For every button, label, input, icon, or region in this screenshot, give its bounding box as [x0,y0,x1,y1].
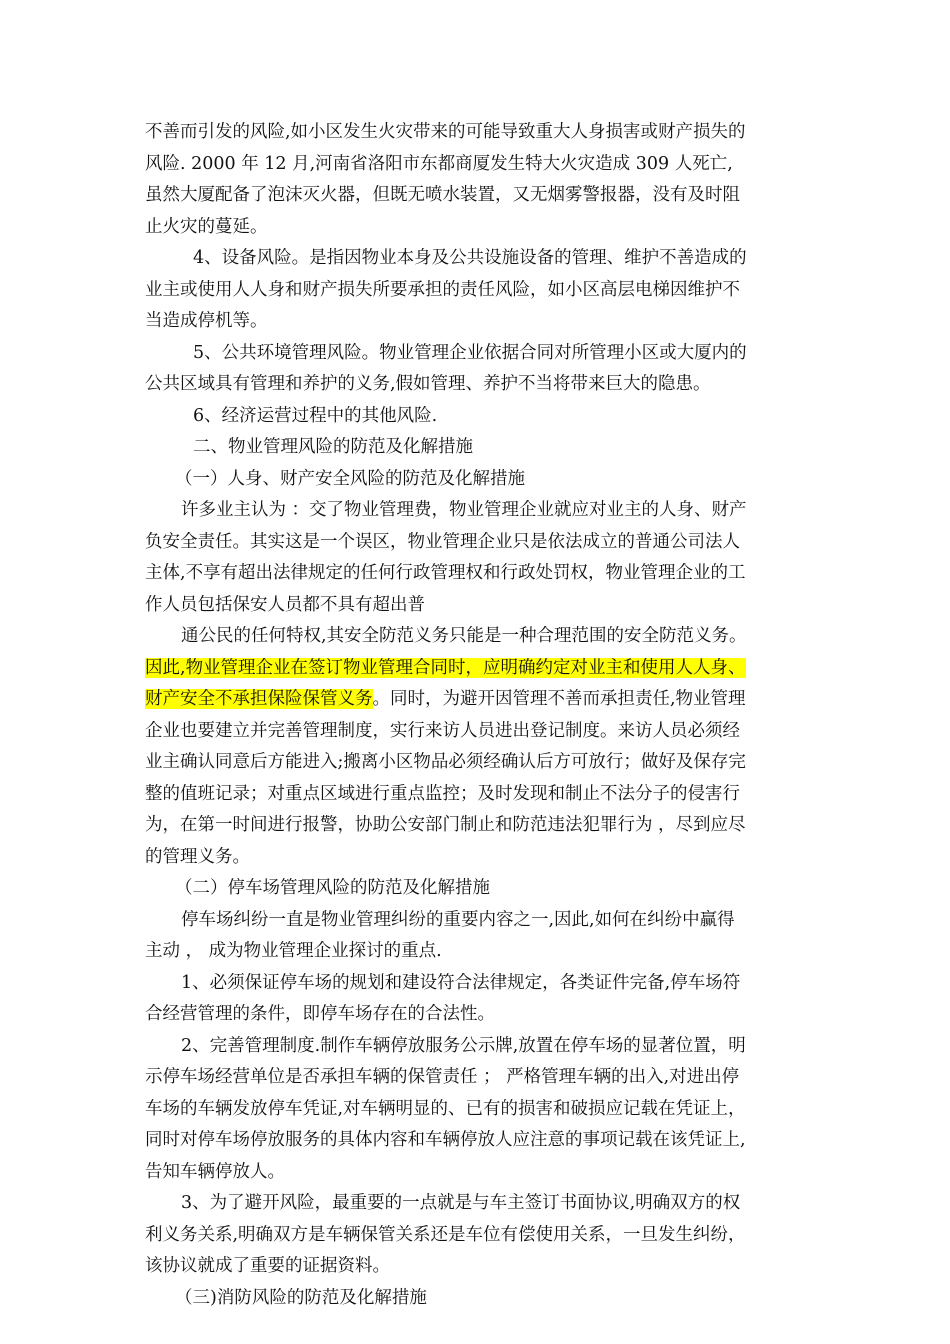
paragraph-text: 。同时，为避开因管理不善而承担责任,物业管理 [372,689,746,709]
paragraph-line: 通公民的任何特权,其安全防范义务只能是一种合理范围的安全防范义务。 [181,626,747,646]
highlighted-line [145,656,746,680]
paragraph-line: 为，在第一时间进行报警，协助公安部门制止和防范违法犯罪行为 ，尽到应尽 [145,815,746,835]
paragraph-line: 作人员包括保安人员都不具有超出普 [145,594,425,615]
paragraph-line: 同时对停车场停放服务的具体内容和车辆停放人应注意的事项记载在该凭证上, [145,1130,746,1150]
paragraph-line: 业主或使用人人身和财产损失所要承担的责任风险，如小区高层电梯因维护不 [145,279,740,300]
paragraph-line: 许多业主认为 ：交了物业管理费，物业管理企业就应对业主的人身、财产 [181,500,747,520]
paragraph-line: 告知车辆停放人。 [145,1161,285,1182]
paragraph-line: 虽然大厦配备了泡沫灭火器，但既无喷水装置，又无烟雾警报器，没有及时阻 [145,185,740,205]
paragraph-line: 示停车场经营单位是否承担车辆的保管责任 ； 严格管理车辆的出入,对进出停 [145,1067,740,1087]
paragraph-line: 利义务关系,明确双方是车辆保管关系还是车位有偿使用关系，一旦发生纠纷， [145,1224,746,1245]
highlighted-text: 因此,物业管理企业在签订物业管理合同时，应明确约定对业主和使用人人身、 [145,657,746,678]
paragraph-line: 合经营管理的条件，即停车场存在的合法性。 [145,1004,495,1024]
paragraph-line: 企业也要建立并完善管理制度，实行来访人员进出登记制度。来访人员必须经 [145,720,740,741]
paragraph-line: 负安全责任。其实这是一个误区，物业管理企业只是依法成立的普通公司法人 [145,531,740,552]
section-heading: 二、物业管理风险的防范及化解措施 [193,437,473,457]
paragraph-line: 主体,不享有超出法律规定的任何行政管理权和行政处罚权，物业管理企业的工 [145,563,746,583]
subsection-heading: （三)消防风险的防范及化解措施 [175,1287,427,1308]
paragraph-line: 车场的车辆发放停车凭证,对车辆明显的、已有的损害和破损应记载在凭证上， [145,1098,746,1119]
paragraph-line: 2、完善管理制度.制作车辆停放服务公示牌,放置在停车场的显著位置，明 [181,1035,746,1056]
paragraph-line: 整的值班记录；对重点区域进行重点监控；及时发现和制止不法分子的侵害行 [145,783,740,804]
paragraph-line: 止火灾的蔓延。 [145,216,268,237]
paragraph-line: 当造成停机等。 [145,311,268,331]
paragraph-line: 风险. 2000 年 12 月,河南省洛阳市东都商厦发生特大火灾造成 309 人死亡, [145,153,733,174]
highlighted-text: 财产安全不承担保险保管义务 [145,689,373,709]
paragraph-line: 主动 ， 成为物业管理企业探讨的重点. [145,941,442,961]
paragraph-line: 的管理义务。 [145,846,250,867]
paragraph-line: 公共区域具有管理和养护的义务,假如管理、养护不当将带来巨大的隐患。 [145,374,711,394]
paragraph-line: 5、公共环境管理风险。物业管理企业依据合同对所管理小区或大厦内的 [193,342,747,363]
paragraph-line: 4、设备风险。是指因物业本身及公共设施设备的管理、维护不善造成的 [193,248,747,268]
paragraph-line: 3、为了避开风险，最重要的一点就是与车主签订书面协议,明确双方的权 [181,1193,741,1213]
paragraph-line: 6、经济运营过程中的其他风险. [193,405,438,426]
subsection-heading: （一）人身、财产安全风险的防范及化解措施 [175,468,525,489]
paragraph-line: 停车场纠纷一直是物业管理纠纷的重要内容之一,因此,如何在纠纷中赢得 [181,909,735,930]
paragraph-line: 该协议就成了重要的证据资料。 [145,1256,390,1276]
paragraph-line: 业主确认同意后方能进入;搬离小区物品必须经确认后方可放行；做好及保存完 [145,752,746,772]
subsection-heading: （二）停车场管理风险的防范及化解措施 [175,878,490,898]
paragraph-line [145,687,746,711]
paragraph-line: 不善而引发的风险,如小区发生火灾带来的可能导致重大人身损害或财产损失的 [145,122,746,142]
paragraph-line: 1、必须保证停车场的规划和建设符合法律规定，各类证件完备,停车场符 [181,972,741,993]
